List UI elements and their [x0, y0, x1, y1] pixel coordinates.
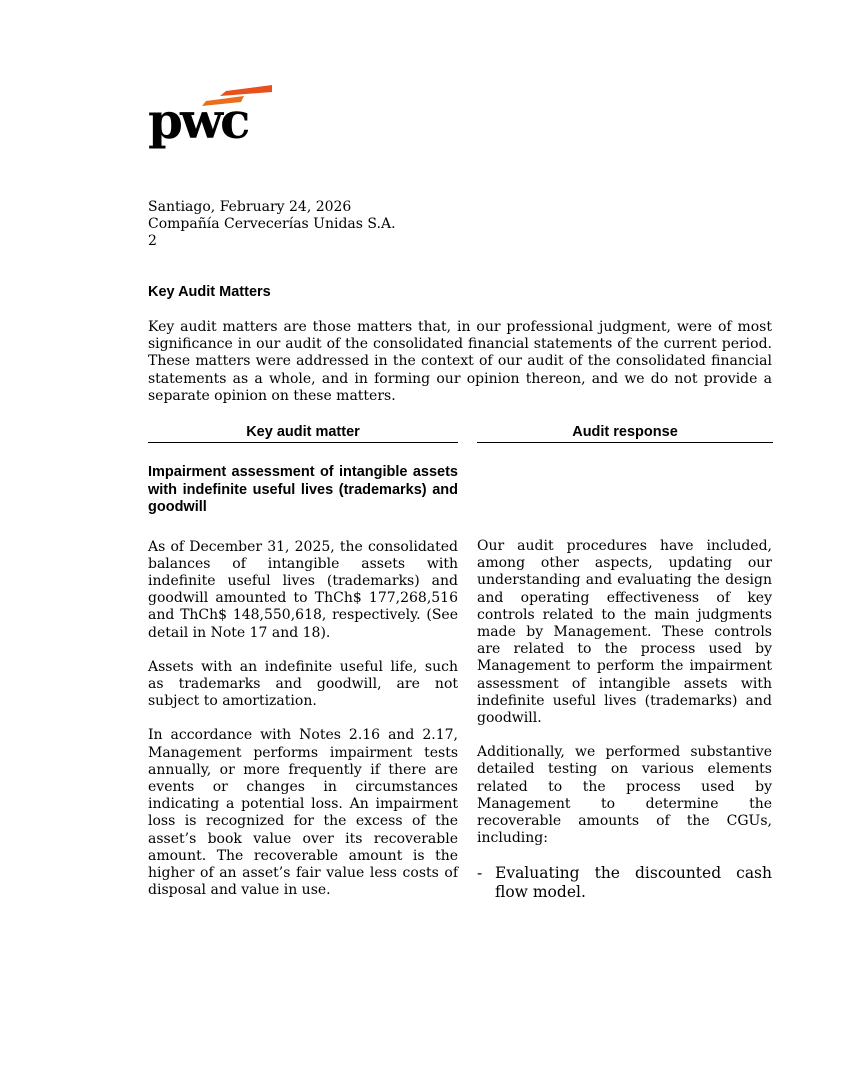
matter-title: Impairment assessment of intangible assets with indefinite useful lives (trademarks) and goodwill — [148, 464, 458, 515]
response-paragraph: Our audit procedures have included, among other aspects, updating our understanding and evaluating the design and operating effectiveness of key controls related to the main judgments made by Management. These controls are related to the process used by Management to perform the impairment assessment of intangible assets with indefinite useful lives (trademarks) and goodwill. — [477, 538, 772, 727]
response-paragraph: Additionally, we performed substantive detailed testing on various elements related to the process used by Management to determine the recoverable amounts of the CGUs, including: — [477, 744, 772, 847]
audit-response-header: Audit response — [477, 424, 773, 443]
bullet-marker: - — [477, 864, 483, 883]
key-audit-matter-header: Key audit matter — [148, 424, 458, 443]
pwc-logo — [148, 84, 274, 150]
page-number: 2 — [148, 233, 157, 249]
audit-response-column — [477, 538, 772, 902]
intro-paragraph: Key audit matters are those matters that, in our professional judgment, were of most significance in our audit of the consolidated financial statements of the current period. These matters were addressed in the context of our audit of the consolidated financial statements as a whole, and in forming our opinion thereon, and we do not provide a separate opinion on these matters. — [148, 319, 772, 404]
matter-paragraph: In accordance with Notes 2.16 and 2.17, Management performs impairment tests annually, or more frequently if there are events or changes in circumstances indicating a potential loss. An impairment loss is recognized for the excess of the asset’s book value over its recoverable amount. The recoverable amount is the higher of an asset’s fair value less costs of disposal and value in use. — [148, 727, 458, 899]
matter-paragraph: As of December 31, 2025, the consolidated balances of intangible assets with indefinite useful lives (trademarks) and goodwill amounted to ThCh$ 177,268,516 and ThCh$ 148,550,618, respectively. (See detail in Note 17 and 18). — [148, 538, 458, 641]
logo-wordmark: pwc — [148, 91, 248, 150]
company-name: Compañía Cervecerías Unidas S.A. — [148, 216, 396, 232]
city-date: Santiago, February 24, 2026 — [148, 199, 352, 215]
key-audit-matter-column — [148, 464, 458, 916]
section-title: Key Audit Matters — [148, 284, 271, 300]
matter-paragraph: Assets with an indefinite useful life, such as trademarks and goodwill, are not subject to amortization. — [148, 658, 458, 710]
bullet-text: Evaluating the discounted cash flow model. — [495, 864, 772, 902]
response-bullet-item — [477, 864, 772, 902]
letterhead — [148, 199, 396, 250]
